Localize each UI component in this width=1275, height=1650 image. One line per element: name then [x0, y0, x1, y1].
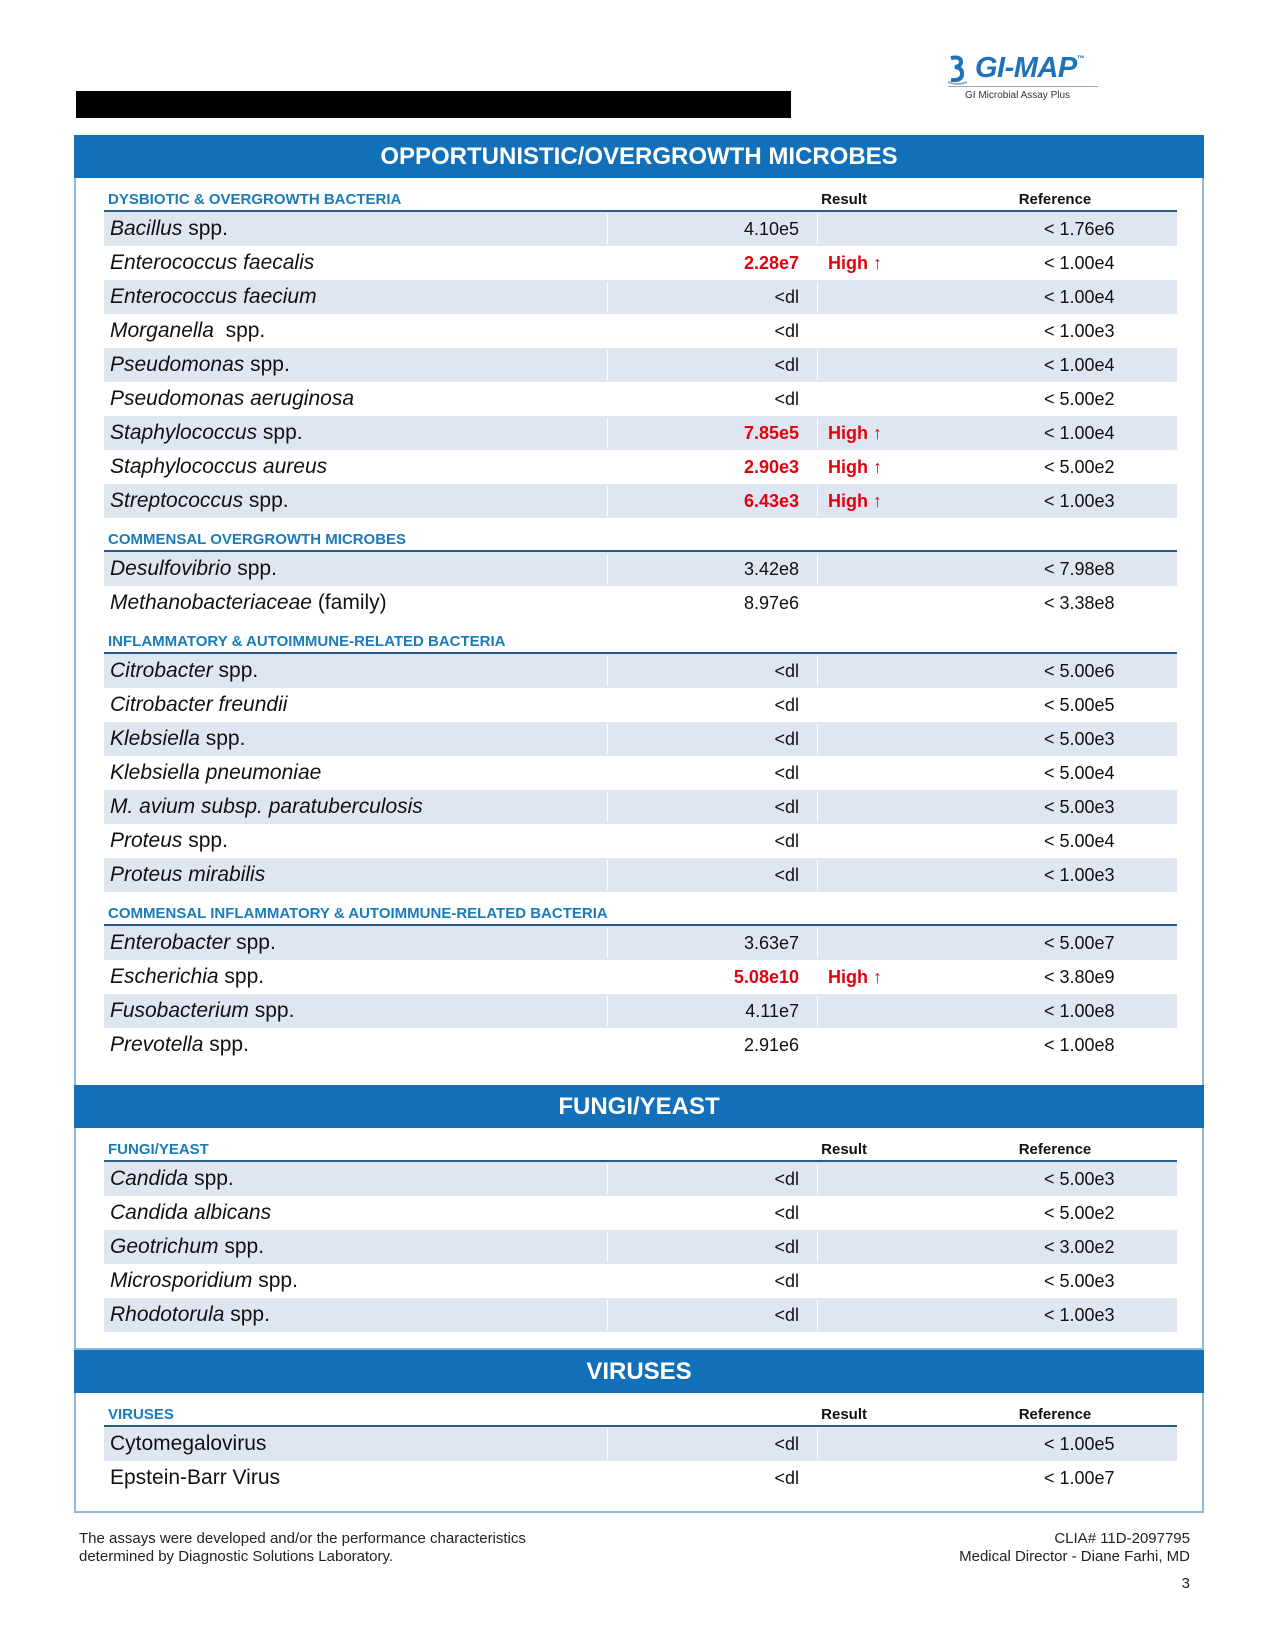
organism-suffix: spp. — [218, 1235, 265, 1258]
category-header — [104, 178, 1177, 212]
column-divider — [607, 758, 608, 788]
column-divider — [607, 350, 608, 380]
reference-value: < 5.00e4 — [1044, 830, 1115, 851]
table-row — [104, 688, 1177, 722]
column-divider — [607, 860, 608, 890]
organism-name — [110, 1201, 271, 1225]
result-value: <dl — [774, 864, 799, 885]
gi-map-logo-icon — [945, 52, 975, 86]
reference-value: < 5.00e3 — [1044, 1270, 1115, 1291]
organism-suffix: spp. — [182, 829, 228, 852]
result-value: 8.97e6 — [743, 592, 799, 613]
reference-value: < 1.00e4 — [1044, 354, 1115, 375]
organism-suffix: spp. — [182, 217, 228, 240]
column-divider — [817, 962, 818, 992]
result-value: 6.43e3 — [743, 490, 799, 511]
organism-name — [110, 489, 289, 513]
table-row — [104, 824, 1177, 858]
table-row — [104, 1264, 1177, 1298]
panel-bottom-spacing — [104, 1332, 1177, 1348]
column-divider — [817, 1030, 818, 1060]
column-divider — [817, 1300, 818, 1330]
column-divider — [607, 282, 608, 312]
organism-name — [110, 1235, 264, 1259]
page-number: 3 — [1181, 1575, 1190, 1592]
result-value: <dl — [774, 796, 799, 817]
column-divider — [607, 1198, 608, 1228]
column-divider — [607, 826, 608, 856]
high-flag: High ↑ — [828, 422, 882, 443]
organism-name — [110, 319, 265, 343]
organism-genus: Pseudomonas aeruginosa — [110, 387, 355, 410]
result-value: <dl — [774, 728, 799, 749]
organism-name — [110, 285, 317, 309]
organism-genus: Pseudomonas — [110, 353, 245, 376]
column-divider — [607, 486, 608, 516]
result-value: <dl — [774, 1270, 799, 1291]
footer-disclaimer-line-2: determined by Diagnostic Solutions Laboratory. — [79, 1548, 394, 1565]
column-divider — [817, 1232, 818, 1262]
section-title: FUNGI/YEAST — [74, 1085, 1204, 1128]
category-label: COMMENSAL OVERGROWTH MICROBES — [108, 531, 407, 548]
high-flag: High ↑ — [828, 252, 882, 273]
category-header — [104, 892, 1177, 926]
organism-genus: Klebsiella pneumoniae — [110, 761, 322, 784]
table-row — [104, 1427, 1177, 1461]
reference-value: < 5.00e2 — [1044, 456, 1115, 477]
reference-value: < 1.00e4 — [1044, 286, 1115, 307]
organism-genus: Methanobacteriaceae — [110, 591, 312, 614]
panel-bottom-spacing — [104, 1495, 1177, 1511]
organism-genus: Escherichia — [110, 965, 219, 988]
organism-name — [110, 1033, 249, 1057]
reference-value: < 1.00e4 — [1044, 252, 1115, 273]
organism-suffix: spp. — [252, 1269, 298, 1292]
result-value: 3.63e7 — [743, 932, 799, 953]
organism-genus: Fusobacterium — [110, 999, 249, 1022]
result-column-header: Result — [821, 1406, 867, 1423]
table-row — [104, 960, 1177, 994]
logo-divider — [948, 86, 1098, 87]
column-divider — [817, 384, 818, 414]
organism-genus: Klebsiella — [110, 727, 200, 750]
column-divider — [817, 826, 818, 856]
result-column-header: Result — [821, 1141, 867, 1158]
redacted-patient-info-bar — [76, 91, 791, 118]
organism-genus: Enterobacter — [110, 931, 231, 954]
table-row — [104, 1298, 1177, 1332]
result-value: <dl — [774, 1433, 799, 1454]
organism-suffix: spp. — [199, 727, 246, 750]
column-divider — [817, 928, 818, 958]
footer-clia: CLIA# 11D-2097795 — [1054, 1530, 1190, 1547]
reference-value: < 5.00e2 — [1044, 1202, 1115, 1223]
results-table — [104, 178, 1177, 1088]
organism-suffix: spp. — [203, 1033, 249, 1056]
table-row — [104, 212, 1177, 246]
column-divider — [817, 418, 818, 448]
organism-genus: Rhodotorula — [110, 1303, 225, 1326]
result-value: 3.42e8 — [743, 558, 799, 579]
column-divider — [817, 214, 818, 244]
result-column-header: Result — [821, 191, 867, 208]
column-divider — [817, 1266, 818, 1296]
column-divider — [817, 996, 818, 1026]
column-divider — [607, 928, 608, 958]
column-divider — [817, 758, 818, 788]
result-value: 4.11e7 — [745, 1000, 799, 1021]
column-divider — [607, 656, 608, 686]
organism-genus: Staphylococcus aureus — [110, 455, 328, 478]
column-divider — [817, 248, 818, 278]
result-value: 2.91e6 — [743, 1034, 799, 1055]
result-value: <dl — [774, 1304, 799, 1325]
column-divider — [607, 792, 608, 822]
column-divider — [607, 962, 608, 992]
reference-value: < 5.00e3 — [1044, 1168, 1115, 1189]
section-title: VIRUSES — [74, 1350, 1204, 1393]
organism-genus: Microsporidium — [110, 1269, 253, 1292]
organism-name — [110, 1432, 266, 1456]
footer-disclaimer — [79, 1530, 526, 1566]
column-divider — [607, 316, 608, 346]
result-value: 4.10e5 — [743, 218, 799, 239]
reference-value: < 5.00e2 — [1044, 388, 1115, 409]
result-value: 2.90e3 — [743, 456, 799, 477]
organism-name — [110, 761, 321, 785]
column-divider — [817, 1429, 818, 1459]
reference-value: < 5.00e6 — [1044, 660, 1115, 681]
organism-name — [110, 557, 277, 581]
organism-suffix: spp. — [248, 999, 295, 1022]
reference-column-header: Reference — [1018, 1141, 1092, 1158]
reference-value: < 5.00e5 — [1044, 694, 1115, 715]
high-flag: High ↑ — [828, 966, 882, 987]
category-label: VIRUSES — [108, 1406, 174, 1423]
organism-name — [110, 829, 228, 853]
organism-name — [110, 727, 245, 751]
organism-genus: Staphylococcus — [110, 421, 258, 444]
organism-genus: Enterococcus faecalis — [110, 251, 315, 274]
organism-genus: Citrobacter — [110, 659, 213, 682]
result-value: <dl — [774, 286, 799, 307]
organism-suffix: spp. — [224, 1303, 270, 1326]
reference-value: < 1.00e3 — [1044, 320, 1115, 341]
reference-column-header: Reference — [1018, 191, 1092, 208]
organism-suffix: spp. — [218, 965, 265, 988]
column-divider — [607, 1266, 608, 1296]
table-row — [104, 314, 1177, 348]
organism-genus: Proteus — [110, 829, 183, 852]
organism-name — [110, 353, 290, 377]
column-divider — [817, 1164, 818, 1194]
column-divider — [607, 1030, 608, 1060]
organism-suffix: spp. — [188, 1167, 234, 1190]
footer-medical-director: Medical Director - Diane Farhi, MD — [959, 1548, 1190, 1565]
table-row — [104, 654, 1177, 688]
column-divider — [817, 690, 818, 720]
column-divider — [607, 1300, 608, 1330]
organism-name — [110, 863, 265, 887]
category-label: FUNGI/YEAST — [108, 1141, 209, 1158]
result-value: 7.85e5 — [743, 422, 799, 443]
organism-suffix: spp. — [257, 421, 303, 444]
table-row — [104, 450, 1177, 484]
column-divider — [817, 588, 818, 618]
reference-column-header: Reference — [1018, 1406, 1092, 1423]
reference-value: < 3.00e2 — [1044, 1236, 1115, 1257]
result-value: <dl — [774, 1236, 799, 1257]
organism-name — [110, 455, 327, 479]
table-row — [104, 994, 1177, 1028]
reference-value: < 3.80e9 — [1044, 966, 1115, 987]
section-title: OPPORTUNISTIC/OVERGROWTH MICROBES — [74, 135, 1204, 178]
reference-value: < 5.00e3 — [1044, 728, 1115, 749]
category-header — [104, 620, 1177, 654]
column-divider — [817, 724, 818, 754]
organism-genus: Geotrichum — [110, 1235, 219, 1258]
column-divider — [607, 554, 608, 584]
column-divider — [607, 724, 608, 754]
footer-disclaimer-line-1: The assays were developed and/or the performance characteristics — [79, 1530, 526, 1547]
organism-name — [110, 1167, 234, 1191]
category-header — [104, 518, 1177, 552]
organism-name — [110, 659, 258, 683]
organism-genus: Desulfovibrio — [110, 557, 232, 580]
table-row — [104, 484, 1177, 518]
organism-name — [110, 1269, 298, 1293]
category-label: COMMENSAL INFLAMMATORY & AUTOIMMUNE-RELATED BACTERIA — [108, 905, 608, 922]
organism-genus: Prevotella — [110, 1033, 204, 1056]
reference-value: < 1.76e6 — [1044, 218, 1115, 239]
result-value: <dl — [774, 762, 799, 783]
logo-brand: GI-MAP™ — [975, 52, 1085, 84]
column-divider — [607, 248, 608, 278]
table-row — [104, 756, 1177, 790]
organism-genus: Proteus mirabilis — [110, 863, 266, 886]
organism-name — [110, 387, 354, 411]
table-row — [104, 246, 1177, 280]
column-divider — [817, 1198, 818, 1228]
organism-suffix: spp. — [213, 319, 266, 342]
reference-value: < 3.38e8 — [1044, 592, 1115, 613]
column-divider — [607, 690, 608, 720]
result-value: <dl — [774, 660, 799, 681]
organism-genus: Candida albicans — [110, 1201, 272, 1224]
result-value: <dl — [774, 388, 799, 409]
column-divider — [607, 452, 608, 482]
column-divider — [817, 1463, 818, 1493]
column-divider — [607, 1164, 608, 1194]
section-panel — [74, 1085, 1204, 1350]
organism-genus: Candida — [110, 1167, 189, 1190]
result-value: 2.28e7 — [743, 252, 799, 273]
section-panel — [74, 1350, 1204, 1513]
column-divider — [817, 792, 818, 822]
category-header — [104, 1393, 1177, 1427]
table-row — [104, 1230, 1177, 1264]
organism-name — [110, 217, 228, 241]
column-divider — [817, 860, 818, 890]
result-value: <dl — [774, 694, 799, 715]
organism-suffix: Cytomegalovirus — [110, 1432, 267, 1455]
footer-lab-info — [959, 1530, 1190, 1566]
column-divider — [607, 418, 608, 448]
high-flag: High ↑ — [828, 456, 882, 477]
table-row — [104, 586, 1177, 620]
table-row — [104, 1028, 1177, 1062]
results-table — [104, 1393, 1177, 1511]
column-divider — [607, 1429, 608, 1459]
table-row — [104, 1196, 1177, 1230]
section-panel — [74, 135, 1204, 1090]
reference-value: < 5.00e7 — [1044, 932, 1115, 953]
organism-suffix: spp. — [231, 557, 277, 580]
gi-map-logo — [945, 52, 1100, 104]
organism-suffix: Epstein-Barr Virus — [110, 1466, 281, 1489]
results-table — [104, 1128, 1177, 1348]
column-divider — [607, 1463, 608, 1493]
reference-value: < 5.00e4 — [1044, 762, 1115, 783]
column-divider — [817, 350, 818, 380]
organism-genus: M. avium subsp. paratuberculosis — [110, 795, 423, 818]
result-value: <dl — [774, 830, 799, 851]
result-value: <dl — [774, 320, 799, 341]
organism-suffix: spp. — [243, 489, 289, 512]
reference-value: < 1.00e8 — [1044, 1034, 1115, 1055]
organism-name — [110, 693, 287, 717]
reference-value: < 1.00e8 — [1044, 1000, 1115, 1021]
table-row — [104, 280, 1177, 314]
result-value: <dl — [774, 1467, 799, 1488]
column-divider — [817, 486, 818, 516]
category-label: DYSBIOTIC & OVERGROWTH BACTERIA — [108, 191, 402, 208]
table-row — [104, 926, 1177, 960]
category-label: INFLAMMATORY & AUTOIMMUNE-RELATED BACTERIA — [108, 633, 506, 650]
result-value: 5.08e10 — [733, 966, 799, 987]
organism-genus: Streptococcus — [110, 489, 244, 512]
organism-suffix: (family) — [311, 591, 387, 614]
organism-name — [110, 1303, 270, 1327]
table-row — [104, 382, 1177, 416]
table-row — [104, 722, 1177, 756]
column-divider — [817, 282, 818, 312]
column-divider — [817, 656, 818, 686]
organism-name — [110, 795, 423, 819]
organism-suffix: spp. — [230, 931, 276, 954]
reference-value: < 1.00e5 — [1044, 1433, 1115, 1454]
column-divider — [817, 316, 818, 346]
column-divider — [607, 588, 608, 618]
reference-value: < 1.00e3 — [1044, 1304, 1115, 1325]
column-divider — [607, 1232, 608, 1262]
reference-value: < 5.00e3 — [1044, 796, 1115, 817]
table-row — [104, 790, 1177, 824]
column-divider — [817, 554, 818, 584]
result-value: <dl — [774, 1168, 799, 1189]
organism-name — [110, 965, 264, 989]
category-header — [104, 1128, 1177, 1162]
result-value: <dl — [774, 1202, 799, 1223]
reference-value: < 1.00e4 — [1044, 422, 1115, 443]
organism-genus: Enterococcus faecium — [110, 285, 317, 308]
column-divider — [607, 384, 608, 414]
table-row — [104, 416, 1177, 450]
result-value: <dl — [774, 354, 799, 375]
table-row — [104, 552, 1177, 586]
organism-genus: Morganella — [110, 319, 214, 342]
organism-name — [110, 421, 303, 445]
organism-genus: Bacillus — [110, 217, 183, 240]
organism-name — [110, 251, 314, 275]
table-row — [104, 1162, 1177, 1196]
table-row — [104, 858, 1177, 892]
organism-genus: Citrobacter freundii — [110, 693, 288, 716]
reference-value: < 1.00e7 — [1044, 1467, 1115, 1488]
column-divider — [607, 996, 608, 1026]
table-row — [104, 348, 1177, 382]
table-row — [104, 1461, 1177, 1495]
column-divider — [607, 214, 608, 244]
organism-name — [110, 931, 276, 955]
organism-suffix: spp. — [244, 353, 290, 376]
organism-name — [110, 591, 387, 615]
organism-name — [110, 1466, 280, 1490]
organism-suffix: spp. — [212, 659, 259, 682]
organism-name — [110, 999, 294, 1023]
logo-subtitle: GI Microbial Assay Plus — [965, 90, 1071, 101]
reference-value: < 7.98e8 — [1044, 558, 1115, 579]
reference-value: < 1.00e3 — [1044, 864, 1115, 885]
reference-value: < 1.00e3 — [1044, 490, 1115, 511]
column-divider — [817, 452, 818, 482]
high-flag: High ↑ — [828, 490, 882, 511]
